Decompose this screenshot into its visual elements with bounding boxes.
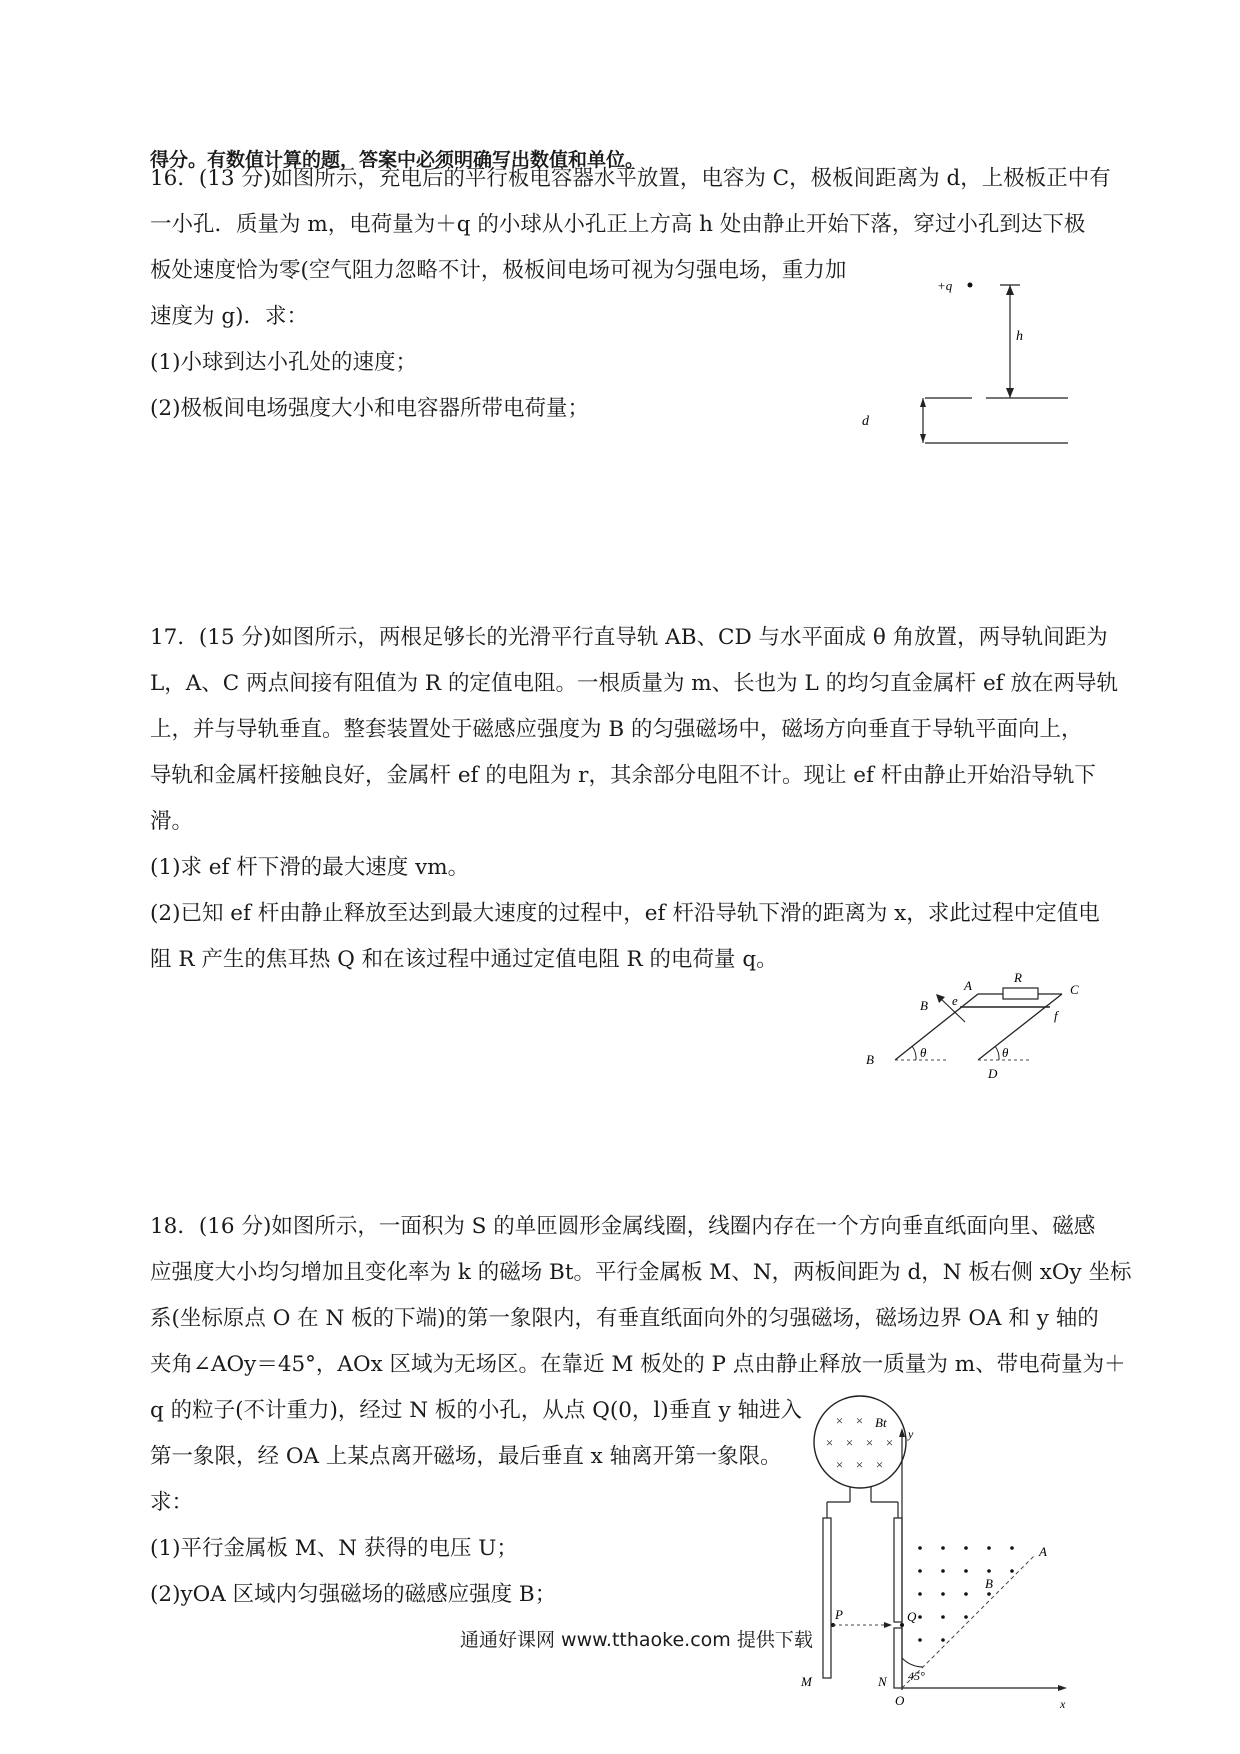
plate-m [823, 1518, 831, 1678]
q18-line: 求： [150, 1490, 194, 1515]
point-d-label: D [988, 1066, 998, 1081]
q17-subquestion-2: (2)已知 ef 杆由静止释放至达到最大速度的过程中，ef 杆沿导轨下滑的距离为 x，求此过程中定值电 [150, 901, 1100, 926]
q16-line: 一小孔．质量为 m，电荷量为＋q 的小球从小孔正上方高 h 处由静止开始下落，穿过小孔到达下极 [150, 212, 1086, 237]
theta-left-label: θ [920, 1045, 927, 1060]
intro-note: 得分。有数值计算的题，答案中必须明确写出数值和单位。 [150, 149, 645, 171]
q18-subquestion-1: (1)平行金属板 M、N 获得的电压 U； [150, 1536, 518, 1561]
q18-line: q 的粒子(不计重力)，经过 N 板的小孔，从点 Q(0，l)垂直 y 轴进入 [150, 1398, 802, 1423]
footer-credit: 通通好课网 www.tthaoke.com 提供下载 [460, 1629, 813, 1651]
q18-line: 系(坐标原点 O 在 N 板的下端)的第一象限内，有垂直纸面向外的匀强磁场，磁场边界 OA 和 y 轴的 [150, 1306, 1099, 1331]
coil-and-plates-figure [801, 1390, 1090, 1711]
point-p-label: P [835, 1607, 843, 1622]
point-q [900, 1623, 904, 1627]
cross: × [825, 1435, 834, 1450]
cross: × [855, 1413, 864, 1428]
q18-line: 夹角∠AOy＝45°，AOx 区域为无场区。在靠近 M 板处的 P 点由静止释放一质量为 m、带电荷量为＋ [150, 1352, 1126, 1377]
rail-figure [860, 960, 1105, 1095]
rail-cd [978, 994, 1062, 1060]
q16-line: 16．(13 分)如图所示，充电后的平行板电容器水平放置，电容为 C，极板间距离为 d，上极板正中有 [150, 166, 1111, 191]
point-c-label: C [1070, 982, 1079, 997]
cross: × [885, 1435, 894, 1450]
field-dots [918, 1546, 1014, 1642]
rail-ab [895, 994, 978, 1060]
q16-line: 速度为 g)．求： [150, 304, 308, 329]
charge-ball [968, 283, 973, 288]
q18-line: 第一象限，经 OA 上某点离开磁场，最后垂直 x 轴离开第一象限。 [150, 1444, 782, 1469]
plate-m-label: M [801, 1674, 812, 1689]
q17-line: 阻 R 产生的焦耳热 Q 和在该过程中通过定值电阻 R 的电荷量 q。 [150, 947, 778, 972]
bt-label: Bt [875, 1415, 887, 1430]
point-e-label: e [952, 993, 958, 1008]
q18-line: 18．(16 分)如图所示，一面积为 S 的单匝圆形金属线圈，线圈内存在一个方向垂直纸面向里、磁感 [150, 1214, 1096, 1239]
q17-line: 17．(15 分)如图所示，两根足够长的光滑平行直导轨 AB、CD 与水平面成 θ 角放置，两导轨间距为 [150, 625, 1108, 650]
plate-n-upper [894, 1518, 902, 1622]
d-label: d [862, 414, 869, 429]
q18-subquestion-2: (2)yOA 区域内匀强磁场的磁感应强度 B； [150, 1582, 557, 1607]
q16-line: 板处速度恰为零(空气阻力忽略不计，极板间电场可视为匀强电场，重力加 [150, 258, 847, 283]
h-label: h [1016, 329, 1023, 344]
theta-right-label: θ [1002, 1045, 1009, 1060]
resistor [1003, 988, 1038, 999]
cross: × [835, 1457, 844, 1472]
plate-n-lower [894, 1628, 902, 1688]
field-b-label: B [985, 1576, 993, 1591]
resistor-label: R [1014, 970, 1022, 985]
q17-line: L，A、C 两点间接有阻值为 R 的定值电阻。一根质量为 m、长也为 L 的均匀直金属杆 ef 放在两导轨 [150, 671, 1118, 696]
cross: × [835, 1413, 844, 1428]
point-a-label: A [1039, 1544, 1047, 1559]
charge-label: +q [937, 278, 953, 293]
y-axis-label: y [908, 1427, 914, 1441]
plate-n-label: N [878, 1674, 887, 1689]
q17-line: 导轨和金属杆接触良好，金属杆 ef 的电阻为 r，其余部分电阻不计。现让 ef 杆由静止开始沿导轨下 [150, 763, 1096, 788]
point-q-label: Q [907, 1609, 917, 1624]
point-a-label: A [964, 978, 972, 993]
cross: × [855, 1457, 864, 1472]
cross: × [845, 1435, 854, 1450]
q16-subquestion-2: (2)极板间电场强度大小和电容器所带电荷量； [150, 396, 589, 421]
cross: × [865, 1435, 874, 1450]
q17-line: 滑。 [150, 809, 194, 834]
q17-subquestion-1: (1)求 ef 杆下滑的最大速度 vm。 [150, 855, 470, 880]
angle-label: 45° [908, 1669, 925, 1683]
point-f-label: f [1054, 1008, 1058, 1023]
field-b-label: B [920, 998, 928, 1013]
origin-label: O [895, 1693, 905, 1708]
cross: × [875, 1457, 884, 1472]
q18-line: 应强度大小均匀增加且变化率为 k 的磁场 Bt。平行金属板 M、N，两板间距为 d，N 板右侧 xOy 坐标 [150, 1260, 1132, 1285]
d-label-holder [860, 395, 880, 445]
capacitor-figure [930, 265, 1080, 450]
q16-subquestion-1: (1)小球到达小孔处的速度； [150, 350, 417, 375]
point-b-label: B [866, 1052, 874, 1067]
x-axis-label: x [1060, 1697, 1066, 1711]
q17-line: 上，并与导轨垂直。整套装置处于磁感应强度为 B 的匀强磁场中，磁场方向垂直于导轨平面向上， [150, 717, 1083, 742]
